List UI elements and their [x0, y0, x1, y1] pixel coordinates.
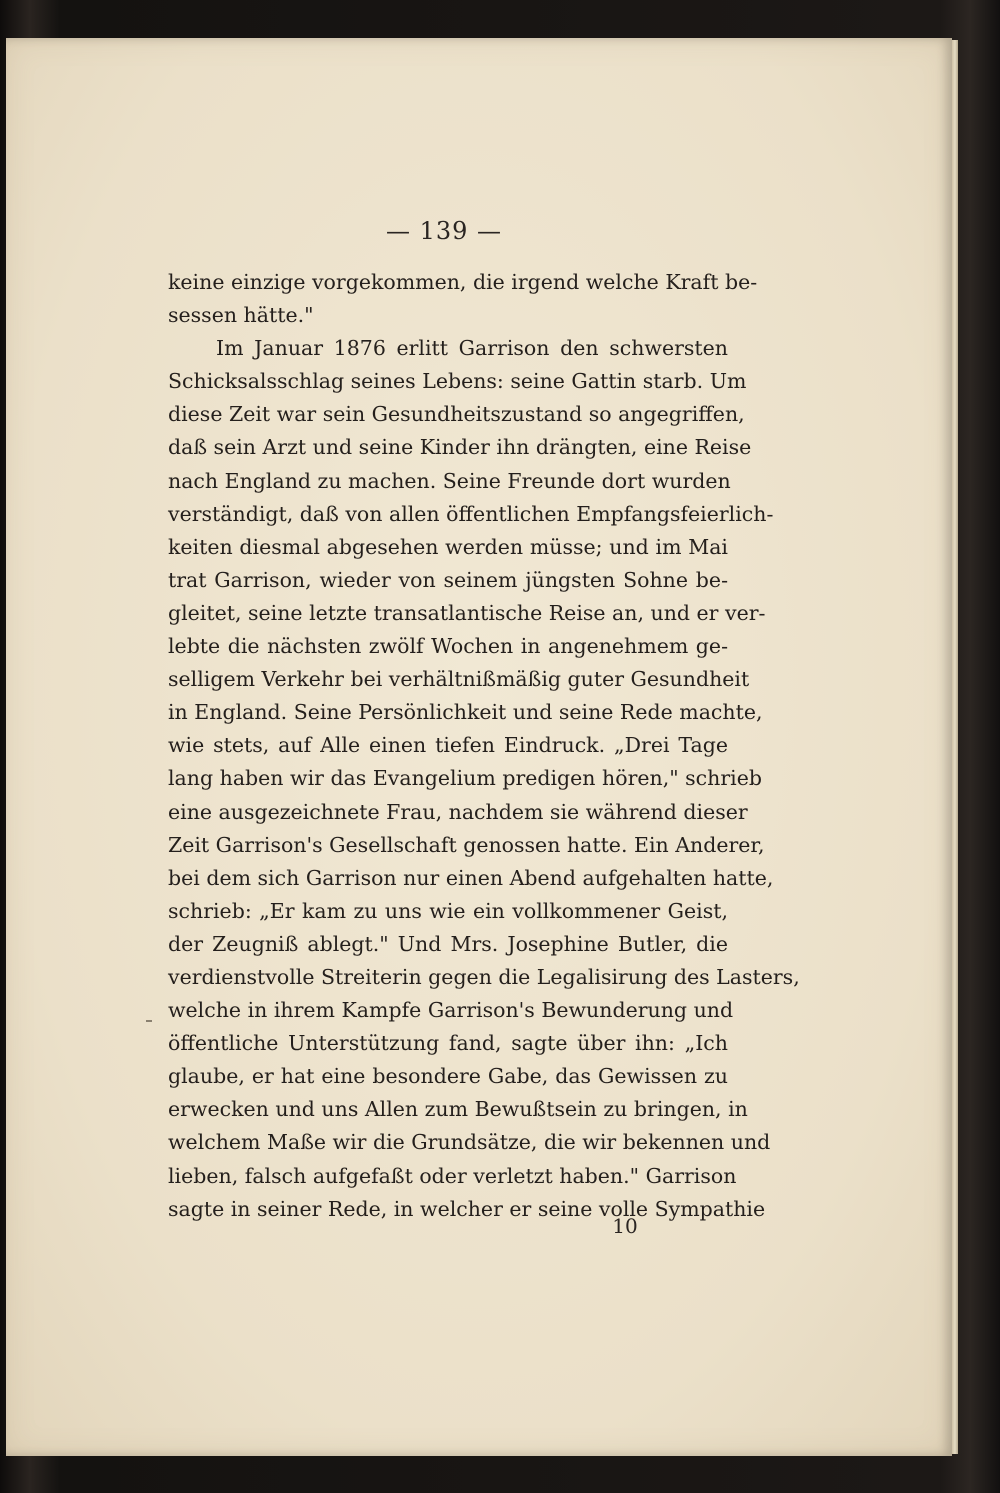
text-line: wie stets, auf Alle einen tiefen Eindruck. „Drei Tage	[168, 733, 728, 758]
body-text	[168, 266, 800, 1226]
text-line: welche in ihrem Kampfe Garrison's Bewunderung und	[168, 998, 734, 1023]
text-line: Zeit Garrison's Gesellschaft genossen hatte. Ein Anderer,	[168, 832, 765, 857]
text-line: erwecken und uns Allen zum Bewußtsein zu bringen, in	[168, 1097, 748, 1122]
text-line: eine ausgezeichnete Frau, nachdem sie während dieser	[168, 799, 748, 824]
text-line: verständigt, daß von allen öffentlichen Empfangsfeierlich-	[168, 501, 774, 526]
text-line: diese Zeit war sein Gesundheitszustand so angegriffen,	[168, 402, 745, 427]
text-line: lebte die nächsten zwölf Wochen in angenehmem ge-	[168, 634, 728, 659]
text-line: schrieb: „Er kam zu uns wie ein vollkommener Geist,	[168, 898, 728, 923]
text-line: glaube, er hat eine besondere Gabe, das Gewissen zu	[168, 1064, 728, 1089]
text-line: sessen hätte."	[168, 303, 314, 328]
text-line: in England. Seine Persönlichkeit und seine Rede machte,	[168, 700, 763, 725]
text-line: gleitet, seine letzte transatlantische Reise an, und er ver-	[168, 600, 766, 625]
text-line: sagte in seiner Rede, in welcher er seine volle Sympathie	[168, 1196, 766, 1221]
text-line: keiten diesmal abgesehen werden müsse; und im Mai	[168, 534, 728, 559]
text-line: keine einzige vorgekommen, die irgend welche Kraft be-	[168, 270, 758, 294]
text-line: nach England zu machen. Seine Freunde dort wurden	[168, 468, 731, 493]
text-line: Schicksalsschlag seines Lebens: seine Gattin starb. Um	[168, 369, 747, 394]
text-line: trat Garrison, wieder von seinem jüngsten Sohne be-	[168, 567, 728, 592]
margin-mark	[146, 1020, 152, 1022]
text-line: daß sein Arzt und seine Kinder ihn drängten, eine Reise	[168, 435, 752, 460]
text-line: verdienstvolle Streiterin gegen die Legalisirung des Lasters,	[168, 964, 800, 989]
text-line: lieben, falsch aufgefaßt oder verletzt haben." Garrison	[168, 1163, 737, 1188]
text-line: bei dem sich Garrison nur einen Abend aufgehalten hatte,	[168, 865, 774, 890]
text-line: welchem Maße wir die Grundsätze, die wir bekennen und	[168, 1130, 771, 1155]
text-line: selligem Verkehr bei verhältnißmäßig guter Gesundheit	[168, 667, 750, 692]
text-line: öffentliche Unterstützung fand, sagte über ihn: „Ich	[168, 1031, 728, 1056]
text-line: lang haben wir das Evangelium predigen hören," schrieb	[168, 766, 762, 791]
text-line: der Zeugniß ablegt." Und Mrs. Josephine Butler, die	[168, 931, 728, 956]
signature-mark: 10	[612, 1214, 638, 1238]
page-edge	[952, 40, 958, 1454]
page-number-header: — 139 —	[385, 217, 503, 245]
text-line: Im Januar 1876 erlitt Garrison den schwersten	[216, 336, 728, 361]
